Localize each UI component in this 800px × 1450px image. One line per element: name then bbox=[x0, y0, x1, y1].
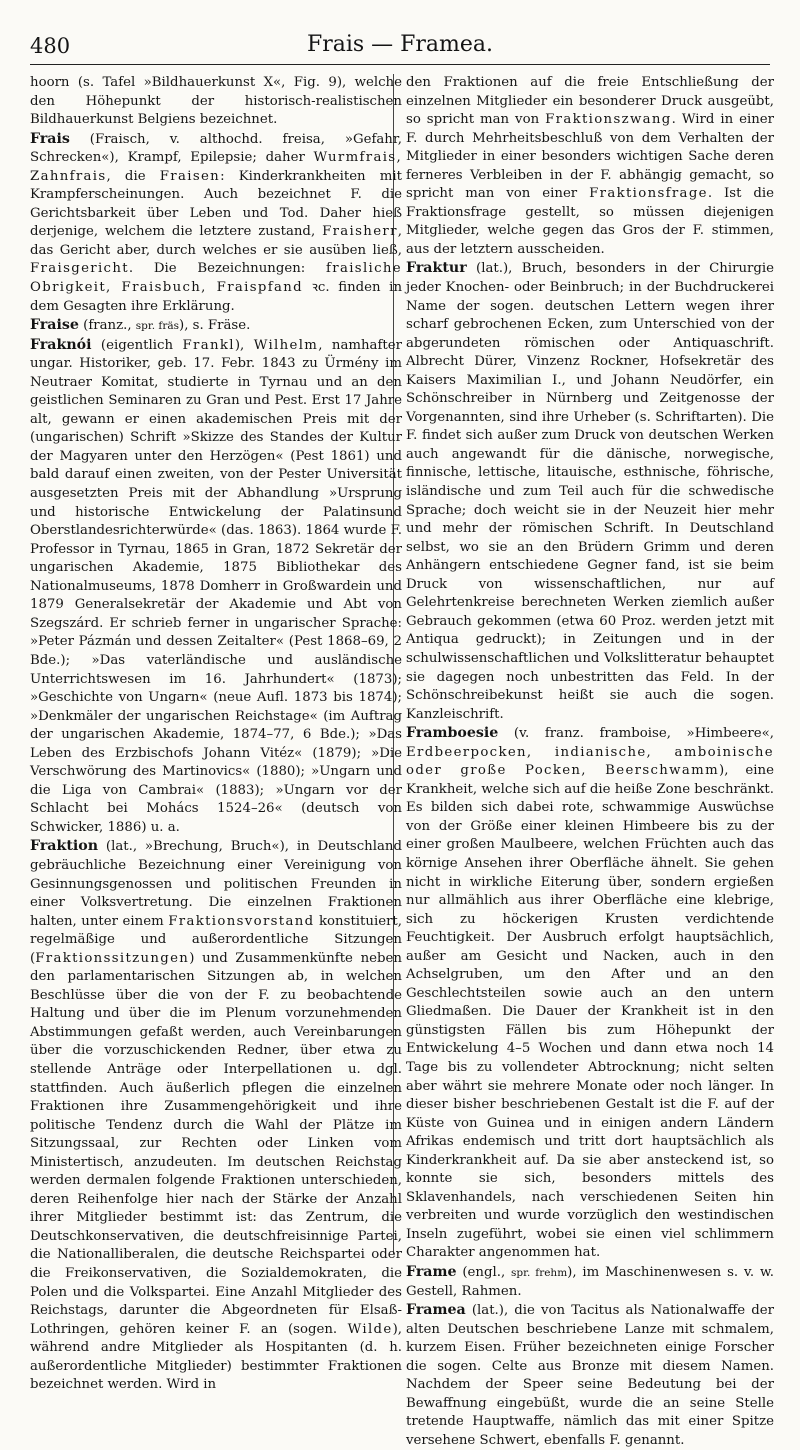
headword-frais: Frais bbox=[30, 130, 70, 147]
entry-text: , das Gericht aber, durch welches er sie ausüben ließ, bbox=[30, 224, 402, 258]
continued-entry-text: hoorn (s. Tafel »Bildhauerkunst X«, Fig. 9), welche den Höhepunkt der historisch-realistischen Bildhauerkunst Belgiens bezeichnet. bbox=[30, 75, 402, 128]
headword-framea: Framea bbox=[406, 1302, 466, 1319]
entry-text: den Fraktionen auf die freie Entschließung der einzelnen Mitglieder ein besonderer Druck ausgeübt, so spricht man von bbox=[406, 75, 774, 128]
entry-framboesie bbox=[406, 724, 774, 1263]
entry-text: ), bbox=[234, 337, 254, 353]
entry-text: konstituiert, regelmäßige und außerordentliche Sitzungen ( bbox=[30, 913, 402, 966]
entry-text: (v. franz. framboise, »Himbeere«, bbox=[498, 726, 774, 742]
entry-text: (franz., bbox=[78, 318, 136, 334]
spaced-term: Fraktionssitzungen bbox=[35, 950, 190, 966]
entry-fraknoi bbox=[30, 336, 402, 838]
right-column bbox=[406, 74, 775, 1448]
spaced-term: Fraktionszwang bbox=[545, 112, 672, 128]
entry-text: (lat., »Brechung, Bruch«), in Deutschland gebräuchliche Bezeichnung einer Vereinigung von Gesinnungsgenossen und politischen Freunden in einer Volksvertretung. Die einzelnen Fraktionen halten, unter einem bbox=[30, 839, 402, 929]
spaced-term: Fraktionsfrage bbox=[589, 186, 708, 202]
spaced-term: fraisliche Obrigkeit, Fraisbuch, Fraispfand bbox=[30, 261, 402, 296]
spaced-term: Wurmfrais, Zahnfrais bbox=[30, 150, 402, 184]
entry-fraise bbox=[30, 316, 402, 336]
entry-frame bbox=[406, 1263, 774, 1301]
entry-framea bbox=[406, 1301, 774, 1450]
running-title: Frais — Framea. bbox=[306, 32, 494, 57]
entry-text: (eigentlich bbox=[91, 337, 183, 353]
entry-text: . Wird in einer F. durch Mehrheitsbeschluß von dem Verhalten der Mitglieder in einer besonders wichtigen Sache deren ferneres Verbleiben in der F. abhängig gemacht, so spricht man von einer bbox=[406, 112, 774, 202]
entry-text: , namhafter ungar. Historiker, geb. 17. Febr. 1843 zu Ürmény im Neutraer Komitat, studierte in Tyrnau und an den geistlichen Seminaren zu Gran und Pest. Erst 17 Jahre alt, gewann er einen akademischen Preis mit der (ungarischen) Schrift »Skizze des Standes der Kultur der Magyaren unter den Herzögen« (Pest 1861) und bald darauf einen zweiten, von der Pester Universität ausgesetzten Preis mit der Abhandlung »Ursprung und historische Entwickelung der Palatinsund Oberstlandesrichterwürde« (das. 1863). 1864 wurde F. Professor in Tyrnau, 1865 in Gran, 1872 Sekretär der ungarischen Akademie, 1875 Bibliothekar des Nationalmuseums, 1878 Domherr in Großwardein und 1879 Generalsekretär der Akademie und Abt von Szegszárd. Er schrieb ferner in ungarischer Sprache: »Peter Pázmán und dessen Zeitalter« (Pest 1868–69, 2 Bde.); »Das vaterländische und ausländische Unterrichtswesen im 16. Jahrhundert« (1873); »Geschichte von Ungarn« (neue Aufl. 1873 bis 1874); »Denkmäler der ungarischen Reichstage« (im Auftrag der ungarischen Akademie, 1874–77, 6 Bde.); »Das Leben des Erzbischofs Johann Vitéz« (1879); »Die Verschwörung des Martinovics« (1880); »Ungarn und die Liga von Cambrai« (1883); »Ungarn vor der Schlacht bei Mohács 1524–26« (deutsch von Schwicker, 1886) u. a. bbox=[30, 337, 402, 835]
spaced-term: Fraisherr bbox=[322, 224, 398, 240]
entry-text: ), im Maschinenwesen s. v. w. Gestell, Rahmen. bbox=[406, 1265, 774, 1299]
entry-text: (engl., bbox=[456, 1265, 512, 1280]
headword-fraise: Fraise bbox=[30, 317, 79, 334]
entry-text: . Ist die Fraktionsfrage gestellt, so müssen diejenigen Mitglieder, welche gegen das Gros der F. stimmen, aus der letztern ausscheiden. bbox=[406, 186, 774, 257]
pronunciation: spr. frehm bbox=[511, 1267, 568, 1279]
entry-frais bbox=[30, 130, 402, 316]
entry-text: (Fraisch, v. althochd. freisa, »Gefahr, Schrecken«), Krampf, Epilepsie; daher bbox=[30, 131, 402, 166]
spaced-term: Wilhelm bbox=[253, 337, 319, 353]
entry-text: ), s. Fräse. bbox=[179, 318, 251, 334]
headword-fraktur: Fraktur bbox=[406, 260, 467, 277]
headword-framboesie: Framboesie bbox=[406, 725, 499, 742]
entry-fraktion bbox=[30, 837, 402, 1394]
entry-text: , die bbox=[106, 168, 160, 184]
spaced-term: Fraktionsvorstand bbox=[168, 913, 315, 929]
entry-text: ), eine Krankheit, welche sich auf die heiße Zone beschränkt. Es bilden sich dabei rote, schwammige Auswüchse von der Größe einer kleinen Himbeere bis zu der einer großen Maulbeere, welchen Früchten auch das körnige Ansehen ihrer Oberfläche ähnelt. Sie gehen nicht in wirkliche Eiterung über, sondern ergießen nur allmählich aus ihrer Oberfläche eine klebrige, sich zu höckerigen Krusten verdichtende Feuchtigkeit. Der Ausbruch erfolgt hauptsächlich, außer am Gesicht und Nacken, auch in den Achselgruben, um den After und an den Geschlechtsteilen sowie auch an den untern Gliedmaßen. Die Dauer der Krankheit ist in den günstigsten Fällen bis zum Höhepunkt der Entwickelung 4–5 Wochen und dann etwa noch 14 Tage bis zu vollendeter Abtrocknung; nicht selten aber währt sie mehrere Monate oder noch länger. In dieser bisher beschriebenen Gestalt ist die F. auf der Küste von Guinea und in einigen andern Ländern Afrikas endemisch und tritt dort hauptsächlich als Kinderkrankheit auf. Da sie aber ansteckend ist, so konnte sie sich, besonders mittels des Sklavenhandels, nach verschiedenen Seiten hin verbreiten und wurde vorzüglich den westindischen Inseln zugeführt, wobei sie einen viel schlimmern Charakter angenommen hat. bbox=[406, 763, 775, 1261]
spaced-term: Fraisen bbox=[159, 168, 221, 184]
headword-fraknoi: Fraknói bbox=[30, 336, 92, 353]
entry-text: ꝛc. finden in dem Gesagten ihre Erklärung. bbox=[30, 280, 403, 314]
spaced-term: Erdbeerpocken, indianische, amboinische oder große Pocken, Beerschwamm bbox=[406, 744, 774, 779]
spaced-term: Fraisgericht bbox=[30, 261, 129, 277]
entry-text: ), während andre Mitglieder als Hospitanten (d. h. außerordentliche Mitglieder) bestimmter Fraktionen bezeichnet werden. Wird in bbox=[30, 1321, 402, 1393]
entry-text: (lat.), Bruch, besonders in der Chirurgie jeder Knochen- oder Beinbruch; in der Buchdruckerei Name der sogen. deutschen Lettern wegen ihrer scharf gebrochenen Ecken, zum Unterschied von der abgerundeten römischen oder Antiquaschrift. Albrecht Dürer, Vinzenz Rockner, Hofsekretär des Kaisers Maximilian I., und Johann Neudörfer, ein Schönschreiber in Nürnberg und Zeitgenosse der Vorgenannten, sind ihre Urheber (s. Schriftarten). Die F. findet sich außer zum Druck von deutschen Werken auch angewandt für die dänische, norwegische, finnische, lettische, litauische, esthnische, föhrische, isländische und zum Teil auch für die schwedische Sprache; doch weicht sie in der Neuzeit hier mehr und mehr der römischen Schrift. In Deutschland selbst, wo sie an den Brüdern Grimm und deren Anhängern entschiedene Gegner fand, ist sie beim Druck von wissenschaftlichen, nur auf Gelehrtenkreise berechneten Werken ziemlich außer Gebrauch gekommen (etwa 60 Proz. werden jetzt mit Antiqua gedruckt); in Zeitungen und in der schulwissenschaftlichen und Volkslitteratur behauptet sie dagegen noch unbestritten das Feld. In der Schönschreibekunst heißt sie auch die sogen. Kanzleischrift. bbox=[406, 261, 774, 722]
headword-fraktion: Fraktion bbox=[30, 838, 99, 855]
page-number: 480 bbox=[30, 34, 71, 58]
left-column bbox=[30, 74, 403, 1393]
entry-text: : Kinderkrankheiten mit Krampferscheinungen. Auch bezeichnet F. die Gerichtsbarkeit über Leben und Tod. Daher hieß derjenige, welchem die letztere zustand, bbox=[30, 168, 402, 240]
pronunciation: spr. fräs bbox=[135, 320, 179, 333]
entry-fraktur bbox=[406, 259, 774, 724]
continued-entry-text bbox=[406, 74, 774, 259]
spaced-term: Frankl bbox=[182, 337, 235, 353]
entry-text: . Die Bezeichnungen: bbox=[128, 261, 327, 277]
headword-frame: Frame bbox=[406, 1264, 457, 1280]
entry-text: (lat.), die von Tacitus als Nationalwaffe der alten Deutschen beschriebene Lanze mit schmalem, kurzem Eisen. Früher bezeichneten einige Forscher die sogen. Celte aus Bronze mit diesem Namen. Nachdem der Speer seine Bedeutung bei der Bewaffnung eingebüßt, wurde die an seine Stelle tretende Hauptwaffe, nämlich das mit einer Spitze versehene Schwert, ebenfalls F. genannt. bbox=[406, 1303, 774, 1448]
spaced-term: Wilde bbox=[347, 1321, 393, 1337]
page-header bbox=[30, 28, 770, 65]
entry-text: ) und Zusammenkünfte neben den parlamentarischen Sitzungen ab, in welchen Beschlüsse über die von der F. zu beobachtende Haltung und über die im Plenum vorzunehmenden Abstimmungen gefaßt werden, auch Vereinbarungen über die vorzuschickenden Redner, über etwa zu stellende Anträge oder Interpellationen u. dgl. stattfinden. Auch äußerlich pflegen die einzelnen Fraktionen ihre Zusammengehörigkeit und ihre politische Tendenz durch die Wahl der Plätze im Sitzungssaal, zur Rechten oder Linken vom Ministertisch, anzudeuten. Im deutschen Reichstag werden dermalen folgende Fraktionen unterschieden, deren Reihenfolge hier nach der Stärke der Anzahl ihrer Mitglieder bestimmt ist: das Zentrum, die Deutschkonservativen, die deutschfreisinnige Partei, die Nationalliberalen, die deutsche Reichspartei oder die Freikonservativen, die Sozialdemokraten, die Polen und die Volkspartei. Eine Anzahl Mitglieder des Reichstags, darunter die Abgeordneten für Elsaß-Lothringen, gehören keiner F. an (sogen. bbox=[30, 950, 402, 1337]
